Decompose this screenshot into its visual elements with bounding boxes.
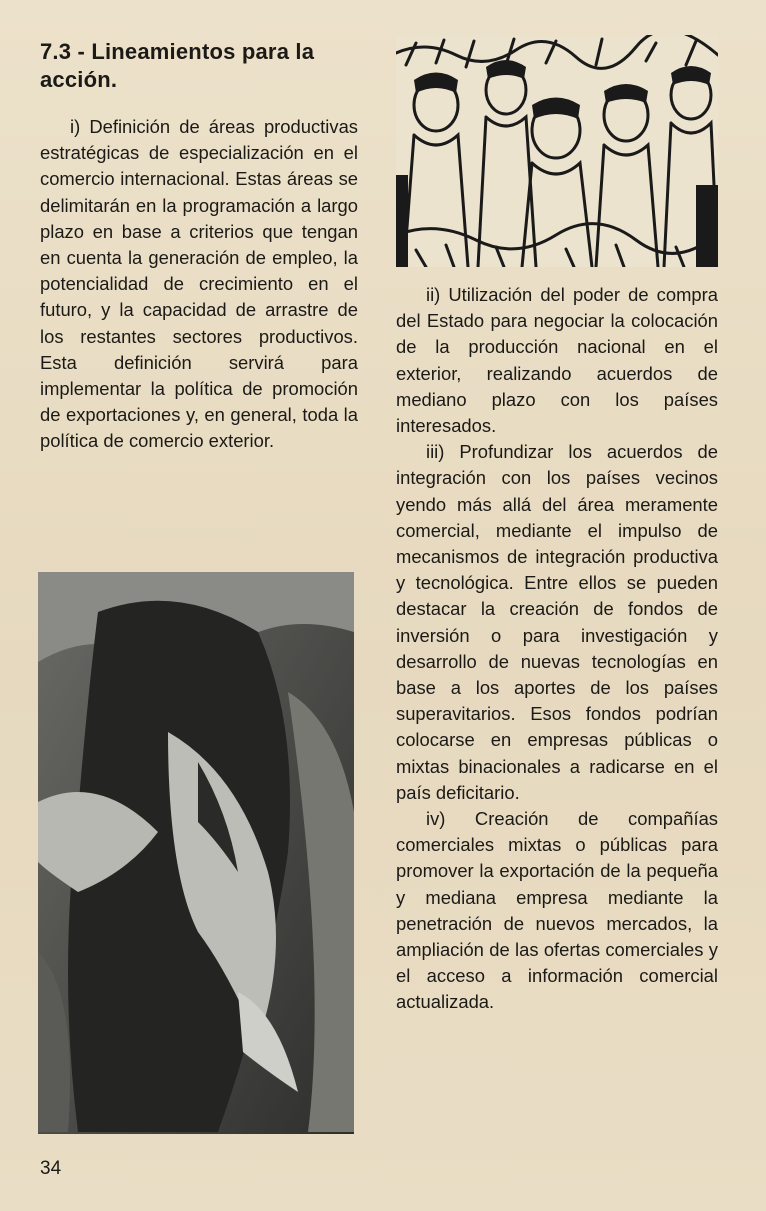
section-heading: 7.3 - Lineamientos para la acción. [40, 39, 315, 92]
paragraph-iii: iii) Profundizar los acuerdos de integración con los países vecinos yendo más allá del área meramente comercial, mediante el impulso de mecanismos de integración productiva y tecnológica. Entre ellos se pueden destacar la creación de fondos de inversión o para investigación y desarrollo de nuevas tecnologías en base a los aportes de los países superavitarios. Esos fondos podrían colocarse en empresas públicas o mixtas binacionales a radicarse en el país deficitario. [396, 441, 718, 803]
paragraph-ii: ii) Utilización del poder de compra del Estado para negociar la colocación de la producción nacional en el exterior, realizando acuerdos de mediano plazo con los países interesados. [396, 284, 718, 437]
paragraph-i: i) Definición de áreas productivas estratégicas de especialización en el comercio internacional. Estas áreas se delimitarán en la programación a largo plazo en base a criterios que tengan en cuenta la generación de empleo, la potencialidad de crecimiento en el futuro, y la capacidad de arrastre de los restantes sectores productivos. Esta definición servirá para implementar la política de promoción de exportaciones y, en general, toda la política de comercio exterior. [40, 116, 358, 452]
paragraph-iv: iv) Creación de compañías comerciales mixtas o públicas para promover la exportación de la pequeña y mediana empresa mediante la penetración de nuevos mercados, la ampliación de las ofertas comerciales y el acceso a información comercial actualizada. [396, 808, 718, 1013]
right-column [396, 282, 718, 1016]
flag-photograph [38, 572, 354, 1134]
left-column [40, 38, 358, 455]
crowd-drawing-svg [396, 35, 718, 267]
page-number: 34 [40, 1158, 62, 1179]
flag-photo-svg [38, 572, 354, 1134]
crowd-illustration [396, 35, 718, 267]
